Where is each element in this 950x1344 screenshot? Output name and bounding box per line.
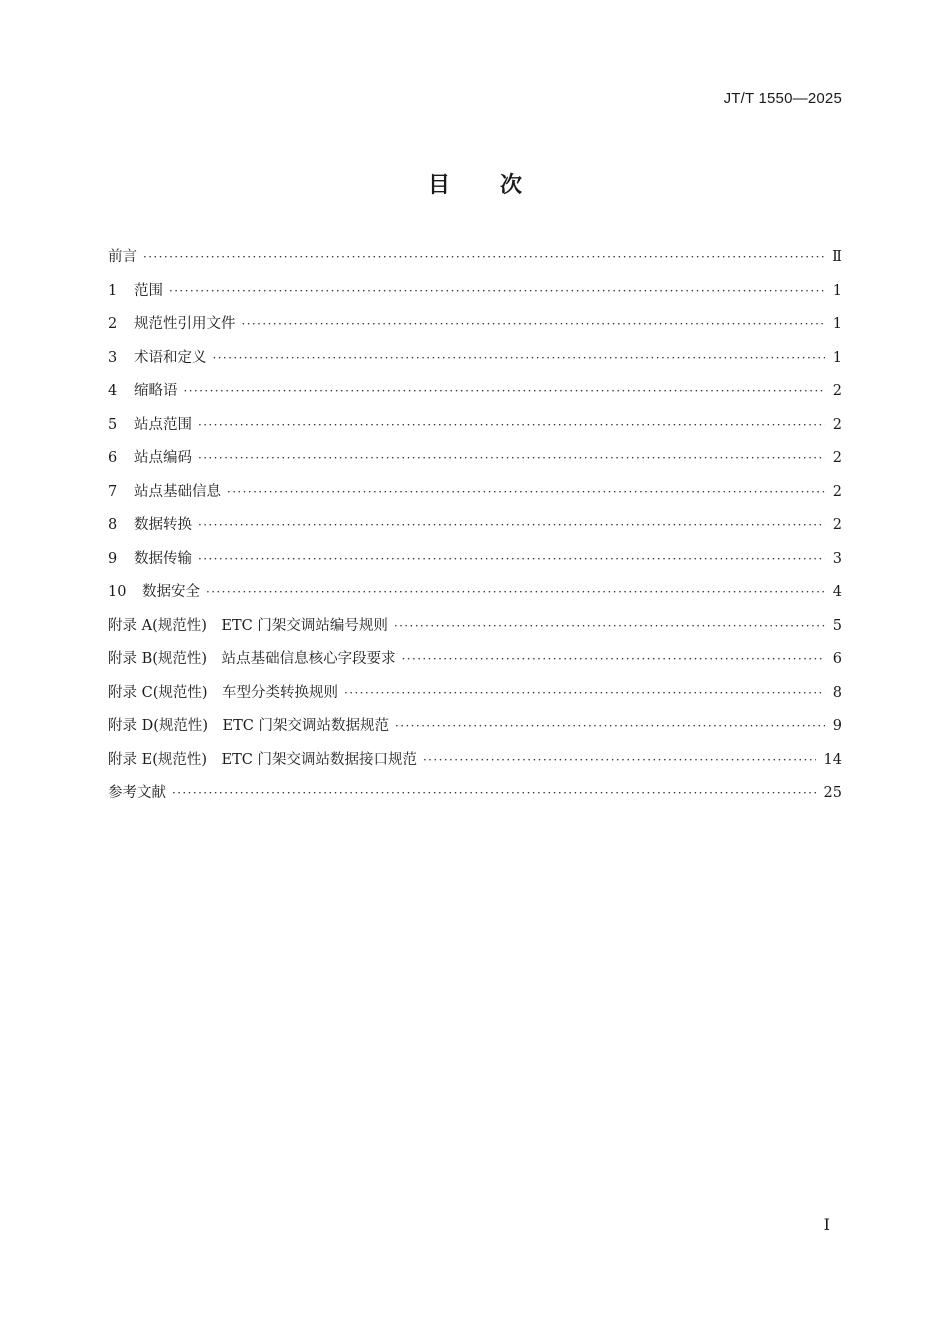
toc-entry-appendix-e[interactable] [108, 748, 842, 782]
toc-page-number: 4 [832, 584, 842, 600]
toc-entry-scope[interactable] [108, 279, 842, 313]
toc-entry-data-transmission[interactable] [108, 547, 842, 581]
toc-entry-appendix-b[interactable] [108, 647, 842, 681]
toc-leader-dots [395, 719, 825, 733]
toc-leader-dots [344, 686, 825, 700]
toc-entry-abbreviations[interactable] [108, 379, 842, 413]
toc-page-number: 1 [832, 282, 842, 299]
toc-leader-dots [206, 585, 825, 599]
toc-page-number: Ⅱ [832, 249, 842, 265]
toc-page-number: 2 [832, 450, 842, 466]
toc-entry-bibliography[interactable] [108, 781, 842, 815]
toc-page-number: 8 [832, 684, 842, 701]
toc-page-number: 2 [832, 483, 842, 500]
toc-entry-normative-references[interactable] [108, 312, 842, 346]
toc-entry-terms[interactable] [108, 346, 842, 380]
toc-leader-dots [198, 418, 825, 432]
toc-label [108, 647, 402, 668]
toc-entry-station-scope[interactable] [108, 413, 842, 447]
toc-label [108, 312, 242, 333]
toc-label [108, 513, 198, 534]
toc-title: 前言 [108, 249, 137, 265]
toc-title: 数据安全 [142, 584, 200, 600]
toc-page-number: 2 [832, 517, 842, 533]
toc-title: 范围 [134, 282, 163, 299]
toc-title: 术语和定义 [134, 349, 207, 366]
toc-leader-dots [198, 451, 825, 465]
toc-title: 附录 C(规范性) 车型分类转换规则 [108, 684, 339, 701]
toc-title: 数据转换 [134, 517, 192, 533]
toc-label [108, 681, 344, 702]
toc-label [108, 781, 172, 802]
toc-leader-dots [198, 552, 825, 566]
toc-leader-dots [184, 384, 825, 398]
toc-title: 规范性引用文件 [134, 316, 236, 332]
toc-title: 站点编码 [134, 450, 192, 466]
toc-title: 附录 D(规范性) ETC 门架交调站数据规范 [108, 718, 390, 734]
toc-title: 附录 E(规范性) ETC 门架交调站数据接口规范 [108, 751, 417, 768]
toc-entry-appendix-d[interactable] [108, 714, 842, 748]
toc-section-number: 3 [108, 349, 118, 366]
toc-label [108, 245, 143, 266]
toc-title: 附录 B(规范性) 站点基础信息核心字段要求 [108, 651, 396, 667]
toc-title: 数据传输 [134, 550, 192, 567]
toc-label [108, 413, 198, 434]
toc-section-number: 7 [108, 483, 118, 500]
toc-section-number: 10 [108, 584, 127, 600]
toc-label [108, 614, 394, 635]
toc-section-number: 1 [108, 282, 118, 299]
toc-label [108, 446, 198, 467]
toc-title: 缩略语 [134, 383, 178, 399]
toc-label [108, 379, 184, 400]
toc-leader-dots [227, 485, 825, 499]
toc-leader-dots [169, 284, 825, 298]
toc-label [108, 714, 395, 735]
toc-page-number: 2 [832, 383, 842, 399]
toc-entry-data-security[interactable] [108, 580, 842, 614]
toc-leader-dots [402, 652, 825, 666]
toc-section-number: 2 [108, 316, 118, 332]
toc-page-number: 3 [832, 550, 842, 567]
toc-leader-dots [213, 351, 825, 365]
toc-leader-dots [143, 250, 824, 264]
toc-leader-dots [394, 619, 825, 633]
toc-page-number: 9 [832, 718, 842, 734]
toc-section-number: 6 [108, 450, 118, 466]
toc-leader-dots [198, 518, 825, 532]
toc-page-number: 6 [832, 651, 842, 667]
toc-page-number: 25 [823, 785, 842, 801]
toc-label [108, 748, 423, 769]
toc-page-number: 1 [832, 349, 842, 366]
toc-page-number: 14 [823, 751, 842, 768]
toc-entry-data-conversion[interactable] [108, 513, 842, 547]
toc-section-number: 5 [108, 416, 118, 433]
toc-label [108, 547, 198, 568]
toc-page-number: 1 [832, 316, 842, 332]
toc-page-number: 5 [832, 617, 842, 634]
toc-entry-foreword[interactable] [108, 245, 842, 279]
table-of-contents [108, 245, 842, 815]
toc-entry-station-coding[interactable] [108, 446, 842, 480]
standard-code: JT/T 1550—2025 [723, 90, 842, 107]
toc-title: 参考文献 [108, 785, 166, 801]
page-title: 目次 [427, 173, 572, 198]
toc-section-number: 4 [108, 383, 118, 399]
toc-leader-dots [172, 786, 816, 800]
toc-section-number: 8 [108, 517, 118, 533]
toc-label [108, 346, 213, 367]
toc-label [108, 480, 227, 501]
toc-title: 站点范围 [134, 416, 192, 433]
toc-label [108, 580, 206, 601]
toc-title: 附录 A(规范性) ETC 门架交调站编号规则 [108, 617, 388, 634]
page-number: Ⅰ [823, 1215, 830, 1234]
toc-label [108, 279, 169, 300]
toc-leader-dots [423, 753, 816, 767]
toc-entry-appendix-a[interactable] [108, 614, 842, 648]
toc-entry-appendix-c[interactable] [108, 681, 842, 715]
toc-title: 站点基础信息 [134, 483, 221, 500]
toc-entry-station-basic-info[interactable] [108, 480, 842, 514]
toc-page-number: 2 [832, 416, 842, 433]
toc-leader-dots [242, 317, 825, 331]
toc-section-number: 9 [108, 550, 118, 567]
